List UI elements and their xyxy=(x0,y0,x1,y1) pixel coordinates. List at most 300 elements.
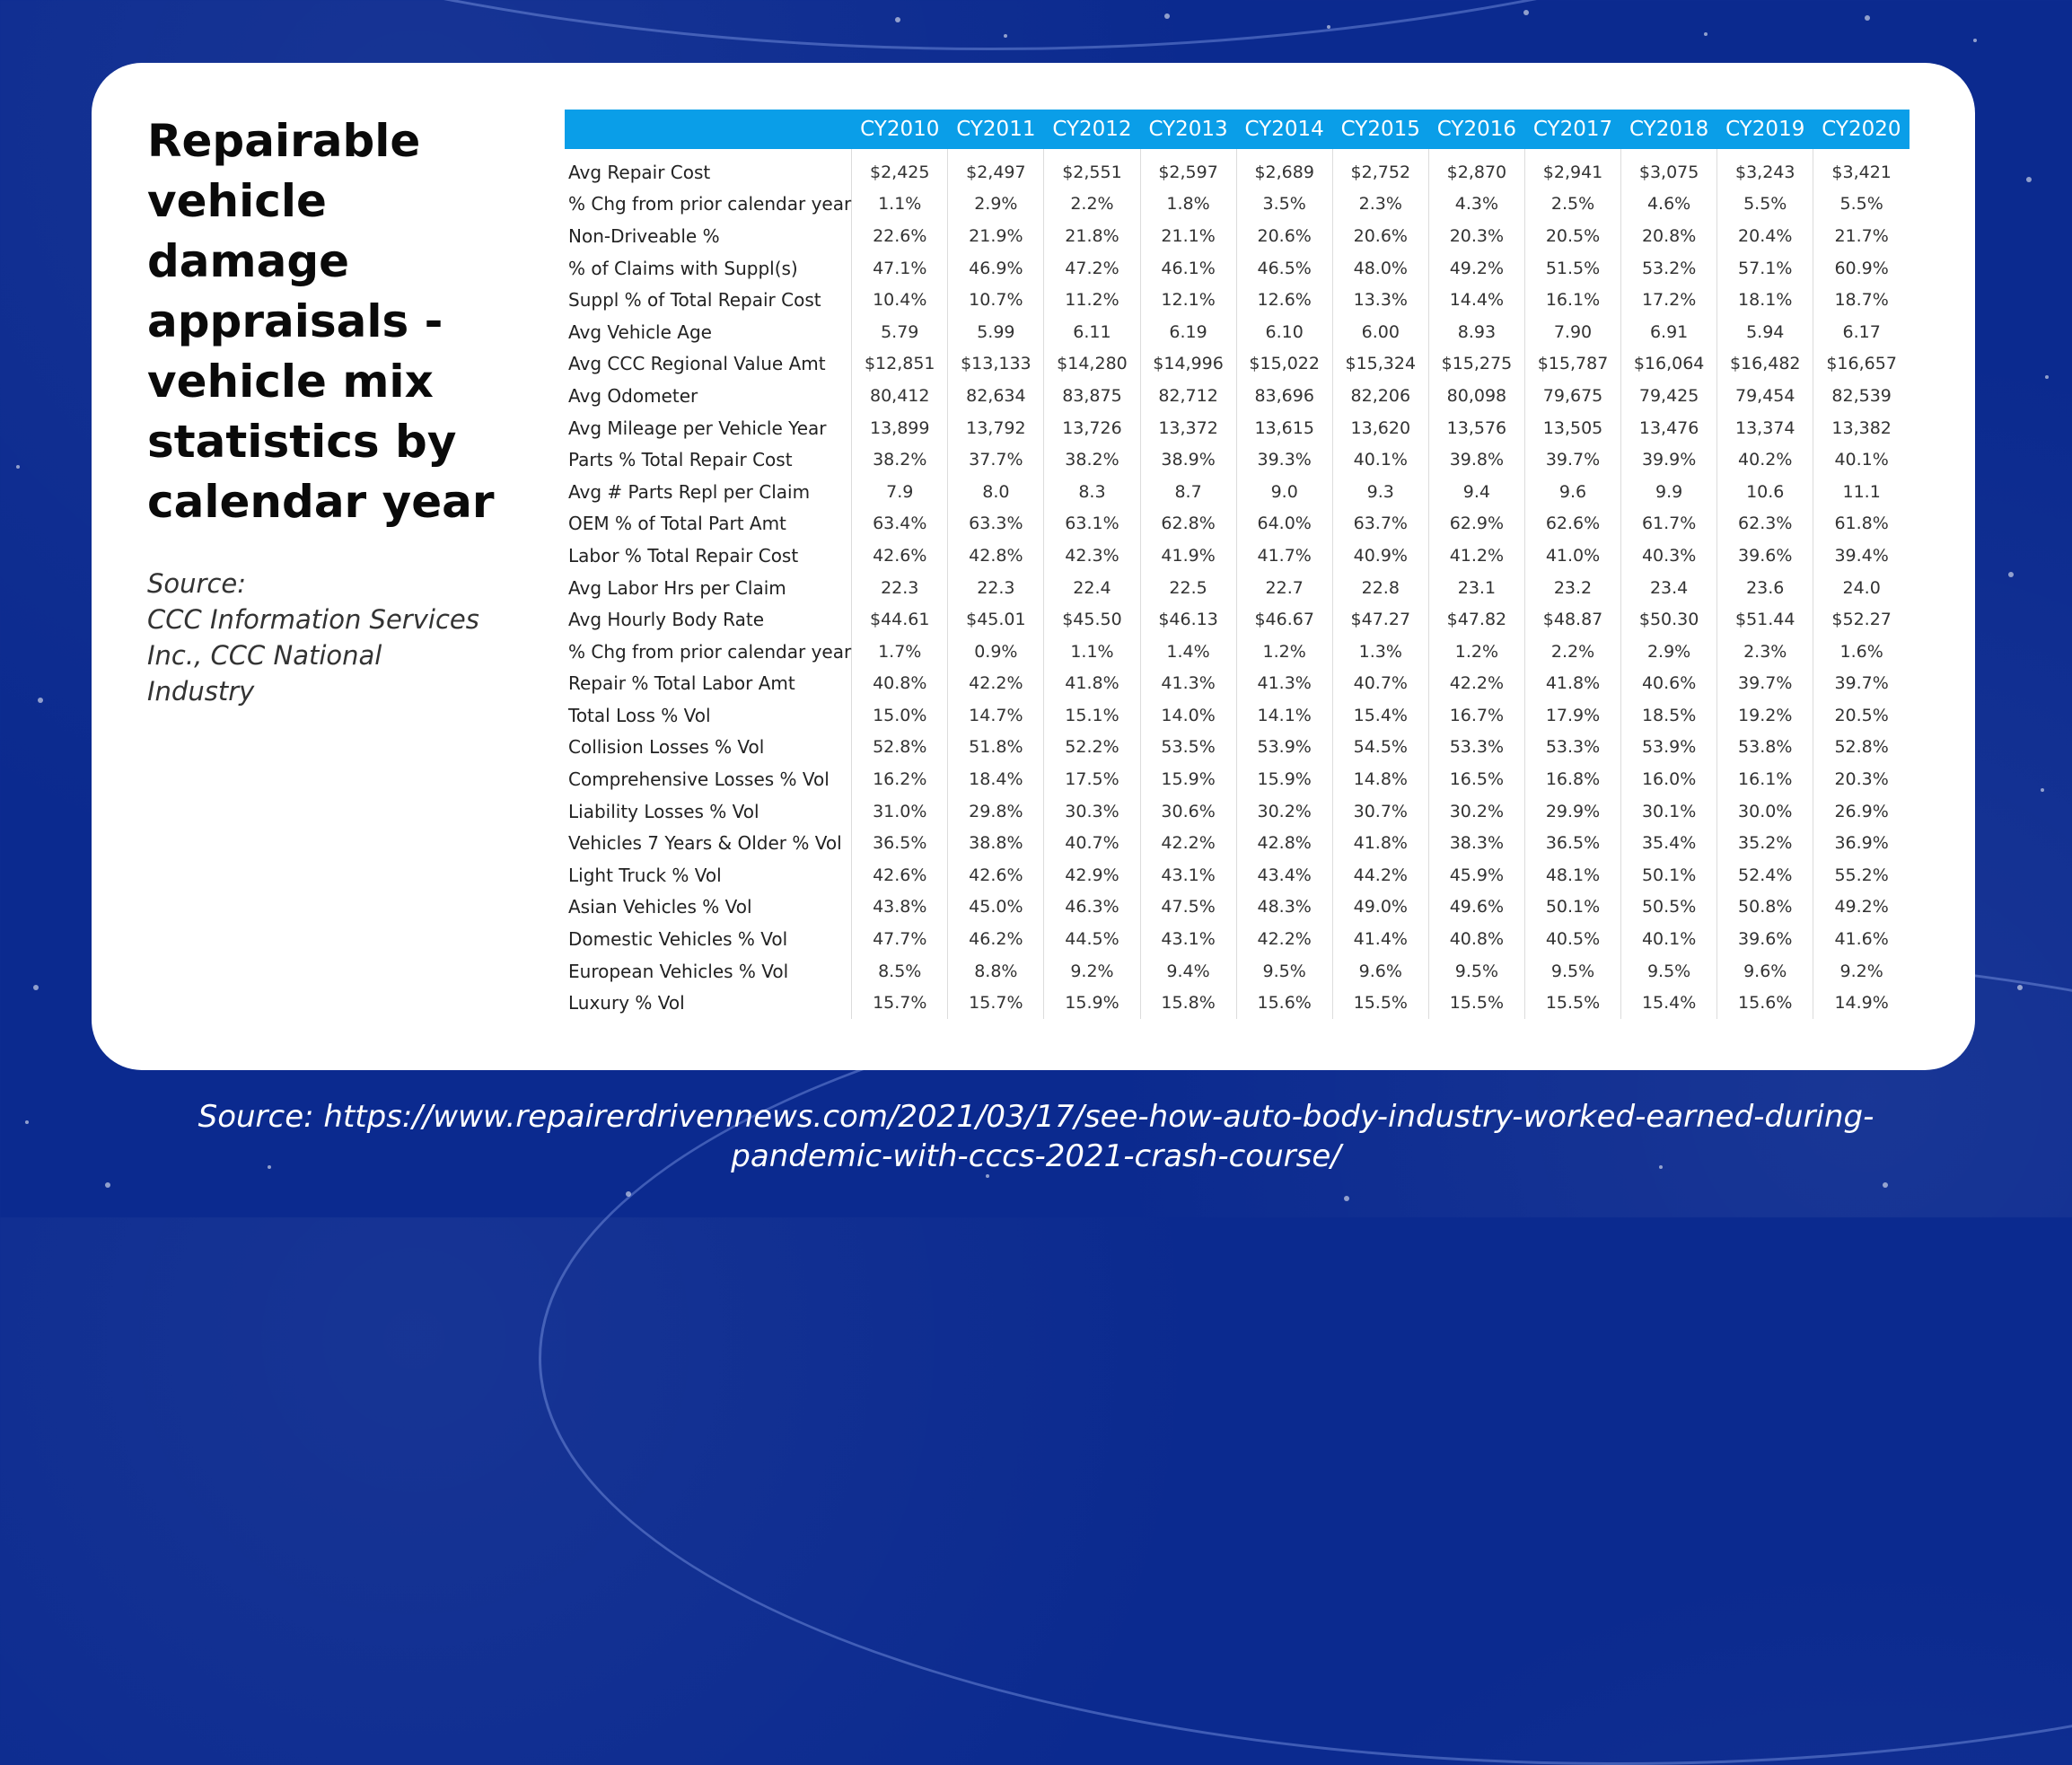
row-label: % Chg from prior calendar year xyxy=(568,193,852,215)
table-cell: 82,634 xyxy=(948,380,1044,412)
table-header-row xyxy=(565,110,1910,149)
table-cell: 1.2% xyxy=(1428,636,1524,668)
table-cell: 47.5% xyxy=(1140,891,1236,924)
table-cell: 13,505 xyxy=(1524,412,1620,444)
table-cell: 3.5% xyxy=(1236,189,1332,221)
table-cell: 40.1% xyxy=(1332,443,1428,476)
table-cell: $16,064 xyxy=(1621,348,1717,381)
table-cell: 10.6 xyxy=(1717,476,1813,508)
table-cell: 53.9% xyxy=(1621,732,1717,764)
table-cell: 14.8% xyxy=(1332,763,1428,795)
table-cell: $13,133 xyxy=(948,348,1044,381)
table-cell: 16.1% xyxy=(1524,284,1620,316)
table-cell: $14,996 xyxy=(1140,348,1236,381)
table-cell: $46.67 xyxy=(1236,603,1332,636)
table-cell: 15.8% xyxy=(1140,987,1236,1019)
table-cell: 43.8% xyxy=(852,891,948,924)
table-cell: 13,615 xyxy=(1236,412,1332,444)
row-label: Parts % Total Repair Cost xyxy=(568,449,793,471)
row-label: Avg Mileage per Vehicle Year xyxy=(568,417,827,439)
table-cell: 43.1% xyxy=(1140,859,1236,891)
table-cell: 41.6% xyxy=(1813,923,1910,955)
table-cell: 5.5% xyxy=(1813,189,1910,221)
background-arc xyxy=(539,952,2072,1765)
table-cell: 29.8% xyxy=(948,795,1044,828)
row-label: Labor % Total Repair Cost xyxy=(568,544,799,566)
table-cell: 16.1% xyxy=(1717,763,1813,795)
table-cell: 41.8% xyxy=(1524,668,1620,700)
table-cell: 30.3% xyxy=(1044,795,1140,828)
table-cell: 20.6% xyxy=(1332,220,1428,252)
row-label: Luxury % Vol xyxy=(568,992,685,1014)
table-cell: 38.2% xyxy=(1044,443,1140,476)
column-header: CY2018 xyxy=(1621,110,1717,149)
table-cell: 16.2% xyxy=(852,763,948,795)
table-cell: 5.79 xyxy=(852,316,948,348)
table-cell: 1.3% xyxy=(1332,636,1428,668)
row-label: % of Claims with Suppl(s) xyxy=(568,257,798,279)
table-cell: 53.2% xyxy=(1621,252,1717,285)
table-cell: 15.7% xyxy=(948,987,1044,1019)
table-cell: 22.3 xyxy=(948,572,1044,604)
table-cell: 23.6 xyxy=(1717,572,1813,604)
table-cell: 40.5% xyxy=(1524,923,1620,955)
table-cell: 13,476 xyxy=(1621,412,1717,444)
table-cell: 0.9% xyxy=(948,636,1044,668)
table-row xyxy=(565,149,1910,189)
column-header: CY2012 xyxy=(1044,110,1140,149)
table-cell: 22.4 xyxy=(1044,572,1140,604)
source-text: CCC Information Services Inc., CCC National Industry xyxy=(147,604,479,707)
table-cell: 19.2% xyxy=(1717,699,1813,732)
table-cell: 9.4% xyxy=(1140,955,1236,988)
table-cell: 50.1% xyxy=(1524,891,1620,924)
table-cell: 1.1% xyxy=(1044,636,1140,668)
table-cell: 14.0% xyxy=(1140,699,1236,732)
table-cell: $15,324 xyxy=(1332,348,1428,381)
table-cell: $12,851 xyxy=(852,348,948,381)
table-cell: 41.3% xyxy=(1236,668,1332,700)
table-cell: 20.8% xyxy=(1621,220,1717,252)
table-cell: 13,792 xyxy=(948,412,1044,444)
table-cell: $47.82 xyxy=(1428,603,1524,636)
table-cell: 30.6% xyxy=(1140,795,1236,828)
column-header: CY2016 xyxy=(1428,110,1524,149)
row-label: Asian Vehicles % Vol xyxy=(568,896,752,918)
table-cell: 47.7% xyxy=(852,923,948,955)
table-cell: 41.7% xyxy=(1236,540,1332,572)
table-cell: 40.7% xyxy=(1332,668,1428,700)
table-cell: 9.3 xyxy=(1332,476,1428,508)
table-cell: 22.5 xyxy=(1140,572,1236,604)
table-row xyxy=(565,252,1910,285)
table-cell: 42.8% xyxy=(948,540,1044,572)
table-cell: 82,712 xyxy=(1140,380,1236,412)
table-cell: 40.6% xyxy=(1621,668,1717,700)
row-label: Liability Losses % Vol xyxy=(568,800,759,822)
table-cell: 52.8% xyxy=(1813,732,1910,764)
table-cell: 15.4% xyxy=(1621,987,1717,1019)
table-cell: 49.6% xyxy=(1428,891,1524,924)
table-cell: $2,752 xyxy=(1332,149,1428,189)
table-cell: 41.3% xyxy=(1140,668,1236,700)
table-cell: 1.4% xyxy=(1140,636,1236,668)
table-cell: 62.8% xyxy=(1140,508,1236,540)
table-cell: 20.3% xyxy=(1813,763,1910,795)
table-cell: 15.9% xyxy=(1140,763,1236,795)
column-header: CY2011 xyxy=(948,110,1044,149)
table-row xyxy=(565,827,1910,859)
table-cell: 62.9% xyxy=(1428,508,1524,540)
table-cell: 6.19 xyxy=(1140,316,1236,348)
column-header: CY2014 xyxy=(1236,110,1332,149)
table-cell: 7.9 xyxy=(852,476,948,508)
table-cell: 15.4% xyxy=(1332,699,1428,732)
table-cell: 41.2% xyxy=(1428,540,1524,572)
table-cell: 23.1 xyxy=(1428,572,1524,604)
table-cell: 42.6% xyxy=(852,540,948,572)
table-cell: $45.01 xyxy=(948,603,1044,636)
table-cell: 9.2% xyxy=(1044,955,1140,988)
table-cell: 15.6% xyxy=(1717,987,1813,1019)
table-cell: 15.5% xyxy=(1428,987,1524,1019)
table-row xyxy=(565,380,1910,412)
table-cell: 51.8% xyxy=(948,732,1044,764)
table-cell: 38.9% xyxy=(1140,443,1236,476)
table-cell: 22.6% xyxy=(852,220,948,252)
table-cell: 79,454 xyxy=(1717,380,1813,412)
table-cell: 5.94 xyxy=(1717,316,1813,348)
table-cell: 13,576 xyxy=(1428,412,1524,444)
table-cell: 22.8 xyxy=(1332,572,1428,604)
table-cell: 9.6 xyxy=(1524,476,1620,508)
table-cell: 6.91 xyxy=(1621,316,1717,348)
table-cell: 35.4% xyxy=(1621,827,1717,859)
column-header: CY2015 xyxy=(1332,110,1428,149)
row-label: Non-Driveable % xyxy=(568,224,720,247)
footer-source xyxy=(0,1097,2072,1176)
table-cell: 63.4% xyxy=(852,508,948,540)
table-cell: 29.9% xyxy=(1524,795,1620,828)
table-cell: $44.61 xyxy=(852,603,948,636)
table-cell: 18.4% xyxy=(948,763,1044,795)
table-cell: 4.6% xyxy=(1621,189,1717,221)
table-cell: $3,421 xyxy=(1813,149,1910,189)
table-row xyxy=(565,636,1910,668)
row-label: Avg Labor Hrs per Claim xyxy=(568,576,786,599)
table-cell: 16.7% xyxy=(1428,699,1524,732)
table-cell: 42.6% xyxy=(948,859,1044,891)
table-cell: $51.44 xyxy=(1717,603,1813,636)
table-cell: 6.10 xyxy=(1236,316,1332,348)
row-label: OEM % of Total Part Amt xyxy=(568,513,786,535)
table-cell: 13,374 xyxy=(1717,412,1813,444)
table-cell: $2,870 xyxy=(1428,149,1524,189)
table-cell: 22.3 xyxy=(852,572,948,604)
table-cell: 2.2% xyxy=(1044,189,1140,221)
table-cell: 14.9% xyxy=(1813,987,1910,1019)
table-cell: 42.3% xyxy=(1044,540,1140,572)
table-cell: 18.1% xyxy=(1717,284,1813,316)
table-cell: 44.5% xyxy=(1044,923,1140,955)
table-cell: $45.50 xyxy=(1044,603,1140,636)
table-cell: 38.8% xyxy=(948,827,1044,859)
table-row xyxy=(565,955,1910,988)
content-card xyxy=(92,63,1975,1070)
table-cell: 79,675 xyxy=(1524,380,1620,412)
row-label: Collision Losses % Vol xyxy=(568,736,765,759)
table-cell: 30.7% xyxy=(1332,795,1428,828)
table-cell: 2.9% xyxy=(1621,636,1717,668)
table-cell: 13,372 xyxy=(1140,412,1236,444)
table-cell: 1.6% xyxy=(1813,636,1910,668)
table-cell: 11.2% xyxy=(1044,284,1140,316)
row-label: Avg Hourly Body Rate xyxy=(568,609,765,631)
table-cell: 1.7% xyxy=(852,636,948,668)
footer-line: pandemic-with-cccs-2021-crash-course/ xyxy=(731,1138,1341,1174)
table-cell: 41.8% xyxy=(1332,827,1428,859)
table-cell: 15.0% xyxy=(852,699,948,732)
table-row xyxy=(565,572,1910,604)
table-row xyxy=(565,859,1910,891)
table-cell: 4.3% xyxy=(1428,189,1524,221)
column-header: CY2017 xyxy=(1524,110,1620,149)
table-cell: 40.9% xyxy=(1332,540,1428,572)
table-cell: 2.5% xyxy=(1524,189,1620,221)
table-cell: 20.4% xyxy=(1717,220,1813,252)
table-cell: 40.7% xyxy=(1044,827,1140,859)
table-cell: 40.1% xyxy=(1621,923,1717,955)
table-cell: $46.13 xyxy=(1140,603,1236,636)
table-cell: 15.5% xyxy=(1332,987,1428,1019)
table-cell: 46.9% xyxy=(948,252,1044,285)
table-cell: 26.9% xyxy=(1813,795,1910,828)
table-cell: 2.3% xyxy=(1332,189,1428,221)
table-cell: 16.0% xyxy=(1621,763,1717,795)
table-row xyxy=(565,316,1910,348)
table-cell: 12.6% xyxy=(1236,284,1332,316)
table-cell: 52.2% xyxy=(1044,732,1140,764)
table-cell: 30.2% xyxy=(1236,795,1332,828)
table-cell: 39.7% xyxy=(1524,443,1620,476)
table-cell: 16.5% xyxy=(1428,763,1524,795)
table-row xyxy=(565,508,1910,540)
table-cell: $2,689 xyxy=(1236,149,1332,189)
table-cell: 46.2% xyxy=(948,923,1044,955)
table-cell: $48.87 xyxy=(1524,603,1620,636)
table-row xyxy=(565,668,1910,700)
table-cell: 21.9% xyxy=(948,220,1044,252)
table-cell: 18.5% xyxy=(1621,699,1717,732)
table-row xyxy=(565,763,1910,795)
table-cell: 13,620 xyxy=(1332,412,1428,444)
table-cell: 13,899 xyxy=(852,412,948,444)
table-cell: 82,539 xyxy=(1813,380,1910,412)
table-cell: 53.9% xyxy=(1236,732,1332,764)
table-cell: 39.7% xyxy=(1813,668,1910,700)
table-cell: $3,243 xyxy=(1717,149,1813,189)
table-cell: 10.4% xyxy=(852,284,948,316)
table-cell: 63.1% xyxy=(1044,508,1140,540)
table-cell: $2,551 xyxy=(1044,149,1140,189)
table-cell: 13.3% xyxy=(1332,284,1428,316)
table-cell: 63.3% xyxy=(948,508,1044,540)
table-row xyxy=(565,795,1910,828)
table-cell: 7.90 xyxy=(1524,316,1620,348)
row-label: Repair % Total Labor Amt xyxy=(568,672,795,695)
table-cell: 38.2% xyxy=(852,443,948,476)
table-cell: $47.27 xyxy=(1332,603,1428,636)
row-label: Avg Odometer xyxy=(568,384,698,407)
table-cell: 1.1% xyxy=(852,189,948,221)
table-cell: 42.6% xyxy=(852,859,948,891)
row-label: Suppl % of Total Repair Cost xyxy=(568,289,821,312)
table-cell: 40.1% xyxy=(1813,443,1910,476)
table-cell: 37.7% xyxy=(948,443,1044,476)
table-cell: $52.27 xyxy=(1813,603,1910,636)
table-cell: 40.8% xyxy=(1428,923,1524,955)
table-cell: 51.5% xyxy=(1524,252,1620,285)
table-cell: 83,875 xyxy=(1044,380,1140,412)
table-cell: 42.2% xyxy=(1236,923,1332,955)
table-cell: 8.5% xyxy=(852,955,948,988)
table-cell: 53.3% xyxy=(1428,732,1524,764)
table-cell: 62.6% xyxy=(1524,508,1620,540)
table-row xyxy=(565,699,1910,732)
table-cell: 14.4% xyxy=(1428,284,1524,316)
row-label: Avg # Parts Repl per Claim xyxy=(568,480,811,503)
table-row xyxy=(565,732,1910,764)
table-row xyxy=(565,603,1910,636)
table-body xyxy=(565,149,1910,1019)
table-cell: 50.1% xyxy=(1621,859,1717,891)
table-cell: 39.4% xyxy=(1813,540,1910,572)
row-label: Domestic Vehicles % Vol xyxy=(568,928,788,951)
table-cell: 9.9 xyxy=(1621,476,1717,508)
table-cell: 9.4 xyxy=(1428,476,1524,508)
table-cell: 42.9% xyxy=(1044,859,1140,891)
table-cell: 35.2% xyxy=(1717,827,1813,859)
table-cell: $15,022 xyxy=(1236,348,1332,381)
table-cell: 79,425 xyxy=(1621,380,1717,412)
table-cell: 64.0% xyxy=(1236,508,1332,540)
row-label: European Vehicles % Vol xyxy=(568,960,789,982)
table-cell: 20.6% xyxy=(1236,220,1332,252)
row-label: % Chg from prior calendar year xyxy=(568,640,852,663)
table-cell: $3,075 xyxy=(1621,149,1717,189)
table-cell: 36.5% xyxy=(852,827,948,859)
row-label: Total Loss % Vol xyxy=(568,704,711,726)
table-cell: 9.5% xyxy=(1236,955,1332,988)
table-cell: $2,597 xyxy=(1140,149,1236,189)
table-cell: 9.5% xyxy=(1621,955,1717,988)
table-cell: 14.7% xyxy=(948,699,1044,732)
table-cell: 23.2 xyxy=(1524,572,1620,604)
table-cell: 57.1% xyxy=(1717,252,1813,285)
table-cell: 8.7 xyxy=(1140,476,1236,508)
table-cell: $2,497 xyxy=(948,149,1044,189)
table-cell: 50.8% xyxy=(1717,891,1813,924)
source-block xyxy=(147,566,488,709)
table-cell: 6.00 xyxy=(1332,316,1428,348)
table-cell: 5.99 xyxy=(948,316,1044,348)
table-cell: $2,425 xyxy=(852,149,948,189)
table-cell: 61.7% xyxy=(1621,508,1717,540)
table-cell: 39.8% xyxy=(1428,443,1524,476)
table-cell: 39.7% xyxy=(1717,668,1813,700)
table-cell: 9.6% xyxy=(1717,955,1813,988)
table-cell: 16.8% xyxy=(1524,763,1620,795)
table-cell: 30.2% xyxy=(1428,795,1524,828)
column-header: CY2019 xyxy=(1717,110,1813,149)
table-cell: 48.0% xyxy=(1332,252,1428,285)
table-cell: 36.9% xyxy=(1813,827,1910,859)
table-cell: 21.8% xyxy=(1044,220,1140,252)
table-cell: 82,206 xyxy=(1332,380,1428,412)
table-cell: 5.5% xyxy=(1717,189,1813,221)
table-cell: 15.6% xyxy=(1236,987,1332,1019)
table-cell: 55.2% xyxy=(1813,859,1910,891)
table-cell: 45.9% xyxy=(1428,859,1524,891)
row-label: Vehicles 7 Years & Older % Vol xyxy=(568,832,842,855)
table-cell: 42.8% xyxy=(1236,827,1332,859)
table-cell: 41.4% xyxy=(1332,923,1428,955)
table-cell: 22.7 xyxy=(1236,572,1332,604)
column-header: CY2013 xyxy=(1140,110,1236,149)
row-label: Avg CCC Regional Value Amt xyxy=(568,353,826,375)
row-label: Avg Repair Cost xyxy=(568,161,711,183)
table-cell: 46.5% xyxy=(1236,252,1332,285)
table-cell: 24.0 xyxy=(1813,572,1910,604)
table-cell: 41.9% xyxy=(1140,540,1236,572)
table-cell: 2.2% xyxy=(1524,636,1620,668)
column-header: CY2020 xyxy=(1813,110,1910,149)
table-cell: 48.1% xyxy=(1524,859,1620,891)
table-cell: 13,726 xyxy=(1044,412,1140,444)
footer-line: Source: https://www.repairerdrivennews.com/2021/03/17/see-how-auto-body-industry-worked-earned-during- xyxy=(198,1099,1874,1135)
table-cell: 15.9% xyxy=(1044,987,1140,1019)
table-cell: 15.9% xyxy=(1236,763,1332,795)
table-cell: 9.6% xyxy=(1332,955,1428,988)
table-cell: 42.2% xyxy=(1140,827,1236,859)
table-cell: 63.7% xyxy=(1332,508,1428,540)
page-title: Repairable vehicle damage appraisals - vehicle mix statistics by calendar year xyxy=(147,115,495,528)
table-cell: 20.5% xyxy=(1524,220,1620,252)
table-cell: 62.3% xyxy=(1717,508,1813,540)
table-cell: 21.7% xyxy=(1813,220,1910,252)
table-row xyxy=(565,284,1910,316)
table-row xyxy=(565,891,1910,924)
table-cell: 20.3% xyxy=(1428,220,1524,252)
table-cell: 30.1% xyxy=(1621,795,1717,828)
table-cell: 40.3% xyxy=(1621,540,1717,572)
table-cell: 18.7% xyxy=(1813,284,1910,316)
table-cell: 17.5% xyxy=(1044,763,1140,795)
table-cell: 15.7% xyxy=(852,987,948,1019)
table-row xyxy=(565,443,1910,476)
table-cell: 42.2% xyxy=(948,668,1044,700)
table-cell: 20.5% xyxy=(1813,699,1910,732)
table-row xyxy=(565,987,1910,1019)
table-cell: 14.1% xyxy=(1236,699,1332,732)
table-cell: 80,098 xyxy=(1428,380,1524,412)
source-label: Source: xyxy=(147,568,247,599)
table-cell: 15.5% xyxy=(1524,987,1620,1019)
table-row xyxy=(565,412,1910,444)
table-cell: 60.9% xyxy=(1813,252,1910,285)
table-cell: 23.4 xyxy=(1621,572,1717,604)
table-cell: $16,482 xyxy=(1717,348,1813,381)
